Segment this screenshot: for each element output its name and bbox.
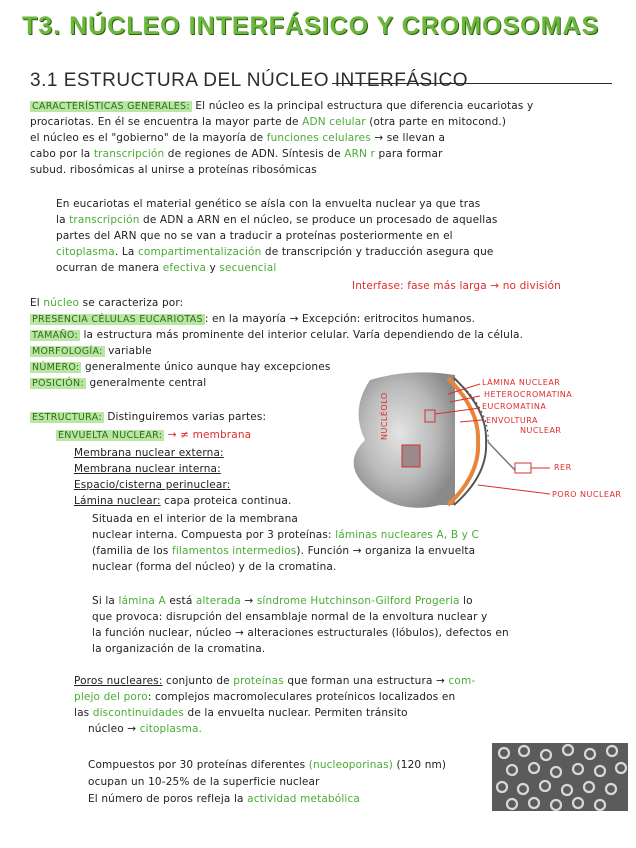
- membrana-externa: Membrana nuclear externa:: [74, 447, 224, 459]
- text: de transcripción y traducción asegura que: [261, 246, 494, 258]
- text: (familia de los: [92, 545, 172, 557]
- caract-intro: [30, 296, 183, 310]
- highlight: NÚMERO:: [32, 362, 80, 373]
- lamina-a-line3: la función nuclear, núcleo → alteraciones estructurales (lóbulos), defectos en: [92, 627, 509, 639]
- diagram-label-rer: RER: [554, 463, 572, 472]
- text: conjunto de: [162, 675, 234, 687]
- interfase-note: Interfase: fase más larga → no división: [352, 280, 561, 292]
- keyword: actividad metabólica: [247, 793, 360, 805]
- caract-numero: [30, 360, 330, 375]
- keyword: láminas nucleares A, B y C: [335, 529, 480, 541]
- keyword: citoplasma: [56, 246, 115, 258]
- keyword: discontinuidades: [92, 707, 185, 719]
- lamina-a-line1: [92, 594, 473, 608]
- pore-micrograph: [492, 743, 628, 811]
- poros-line4: [88, 722, 202, 736]
- text: y: [206, 262, 220, 274]
- keyword: alterada: [195, 595, 241, 607]
- lamina-desc1: Situada en el interior de la membrana: [92, 513, 298, 525]
- keyword: síndrome Hutchinson-Gilford Progeria: [256, 595, 460, 607]
- compuestos-line3: [88, 792, 360, 806]
- nuclear-envelope-arc: [454, 378, 486, 505]
- text: El: [30, 297, 44, 309]
- text: : complejos macromoleculares proteínicos localizados en: [147, 691, 456, 703]
- para2-line3: partes del ARN que no se van a traducir a proteínas posteriormente en el: [56, 230, 453, 242]
- text: . La: [114, 246, 138, 258]
- poros-line1: [74, 674, 475, 688]
- keyword: compartimentalización: [137, 246, 262, 258]
- highlight: POSICIÓN:: [32, 378, 84, 389]
- text: Distinguiremos varias partes:: [103, 411, 267, 423]
- highlight-caracteristicas: CARACTERÍSTICAS GENERALES:: [32, 101, 190, 112]
- text: Compuestos por 30 proteínas diferentes: [88, 759, 309, 771]
- text: que forman una estructura →: [283, 675, 449, 687]
- keyword: proteínas: [233, 675, 284, 687]
- keyword: citoplasma.: [139, 723, 203, 735]
- text: las: [74, 707, 93, 719]
- keyword: transcripción: [93, 148, 165, 160]
- keyword: filamentos intermedios: [172, 545, 297, 557]
- keyword: núcleo: [43, 297, 80, 309]
- rer-box: [515, 463, 531, 473]
- keyword: plejo del poro: [74, 691, 148, 703]
- text: variable: [104, 345, 152, 357]
- text: de la envuelta nuclear. Permiten tránsito: [184, 707, 408, 719]
- compuestos-line1: [88, 758, 446, 772]
- text: (120 nm): [393, 759, 447, 771]
- keyword: transcripción: [69, 214, 140, 226]
- section-title: 3.1 ESTRUCTURA DEL NÚCLEO INTERFÁSICO: [30, 70, 468, 91]
- caract-tamano: [30, 328, 523, 343]
- highlight: MORFOLOGÍA:: [32, 346, 103, 357]
- para2-line4: [56, 245, 493, 259]
- text: para formar: [374, 148, 443, 160]
- text: →: [240, 595, 257, 607]
- text: ). Función → organiza la envuelta: [296, 545, 476, 557]
- diagram-label-poro: PORO NUCLEAR: [552, 490, 622, 499]
- highlight: ENVUELTA NUCLEAR:: [58, 430, 163, 441]
- nucleolo-box: [402, 445, 420, 467]
- para2-line1: En eucariotas el material genético se aísla con la envuelta nuclear ya que tras: [56, 198, 481, 210]
- keyword: com-: [448, 675, 476, 687]
- poros-line2: [74, 690, 455, 704]
- text: → se llevan a: [370, 132, 446, 144]
- keyword: funciones celulares: [266, 132, 371, 144]
- keyword: efectiva: [162, 262, 207, 274]
- para1-line2: [30, 115, 506, 129]
- poros-line3: [74, 706, 408, 720]
- text: cabo por la: [30, 148, 94, 160]
- membrana-interna: Membrana nuclear interna:: [74, 463, 221, 475]
- keyword: (nucleoporinas): [308, 759, 393, 771]
- text: núcleo →: [88, 723, 140, 735]
- compuestos-line2: ocupan un 10-25% de la superficie nuclear: [88, 776, 320, 788]
- text: está: [165, 595, 196, 607]
- caract-morfologia: [30, 344, 152, 359]
- para2-line5: [56, 261, 276, 275]
- text: la: [56, 214, 70, 226]
- pointer-envoltura: [460, 420, 482, 422]
- lamina-a-line4: la organización de la cromatina.: [92, 643, 266, 655]
- text: de regiones de ADN. Síntesis de: [164, 148, 345, 160]
- text: Si la: [92, 595, 119, 607]
- text: Lámina nuclear:: [74, 495, 161, 507]
- text: El número de poros refleja la: [88, 793, 248, 805]
- highlight: PRESENCIA CÉLULAS EUCARIOTAS: [32, 314, 203, 325]
- estructura-heading: [30, 410, 266, 425]
- pointer-poro: [478, 485, 550, 494]
- text: generalmente central: [85, 377, 207, 389]
- diagram-label-envoltura: ENVOLTURA: [486, 416, 538, 425]
- highlight: TAMAÑO:: [32, 330, 78, 341]
- diagram-label-eucro: EUCROMATINA: [482, 402, 547, 411]
- text: ocurran de manera: [56, 262, 163, 274]
- text: la estructura más prominente del interior celular. Varía dependiendo de la célula.: [79, 329, 524, 341]
- diagram-label-lamina: LÁMINA NUCLEAR: [482, 378, 561, 387]
- caract-posicion: [30, 376, 206, 391]
- text: generalmente único aunque hay excepciones: [81, 361, 331, 373]
- para1-line4: [30, 147, 443, 161]
- text: de ADN a ARN en el núcleo, se produce un procesado de aquellas: [139, 214, 498, 226]
- text: nuclear interna. Compuesta por 3 proteínas:: [92, 529, 336, 541]
- text: Poros nucleares:: [74, 675, 163, 687]
- diagram-label-hetero: HETEROCROMATINA: [484, 390, 573, 399]
- text: se caracteriza por:: [79, 297, 184, 309]
- section-divider: [332, 83, 612, 84]
- text: capa proteica continua.: [160, 495, 292, 507]
- diagram-label-envoltura2: NUCLEAR: [520, 426, 562, 435]
- text: → ≠ membrana: [164, 429, 252, 441]
- para1-line3: [30, 131, 445, 145]
- lamina-desc2: [92, 528, 479, 542]
- highlight: ESTRUCTURA:: [32, 412, 102, 423]
- diagram-label-nucleolo: NUCLÉOLO: [380, 392, 389, 440]
- keyword: lámina A: [118, 595, 166, 607]
- lamina-desc4: nuclear (forma del núcleo) y de la cromatina.: [92, 561, 337, 573]
- text: (otra parte en mitocond.): [365, 116, 507, 128]
- keyword: ADN celular: [302, 116, 366, 128]
- para1-line5: subud. ribosómicas al unirse a proteínas ribosómicas: [30, 164, 317, 176]
- caract-presencia: [30, 312, 475, 327]
- page-title: T3. NÚCLEO INTERFÁSICO Y CROMOSOMAS: [22, 12, 600, 40]
- keyword: secuencial: [219, 262, 277, 274]
- espacio-perinuclear: Espacio/cisterna perinuclear:: [74, 479, 231, 491]
- keyword: ARN r: [344, 148, 375, 160]
- para1-line1: [30, 99, 533, 114]
- nucleus-shape: [354, 372, 455, 507]
- envuelta-heading: [56, 428, 251, 443]
- text: el núcleo es el "gobierno" de la mayoría de: [30, 132, 267, 144]
- text: lo: [459, 595, 473, 607]
- text: : en la mayoría → Excepción: eritrocitos humanos.: [204, 313, 476, 325]
- lamina-a-line2: que provoca: disrupción del ensamblaje normal de la envoltura nuclear y: [92, 611, 488, 623]
- lamina-desc3: [92, 544, 475, 558]
- lamina-nuclear: [74, 494, 291, 508]
- rer-line: [488, 442, 515, 470]
- para2-line2: [56, 213, 498, 227]
- text: El núcleo es la principal estructura que diferencia eucariotas y: [195, 100, 534, 112]
- text: procariotas. En él se encuentra la mayor parte de: [30, 116, 303, 128]
